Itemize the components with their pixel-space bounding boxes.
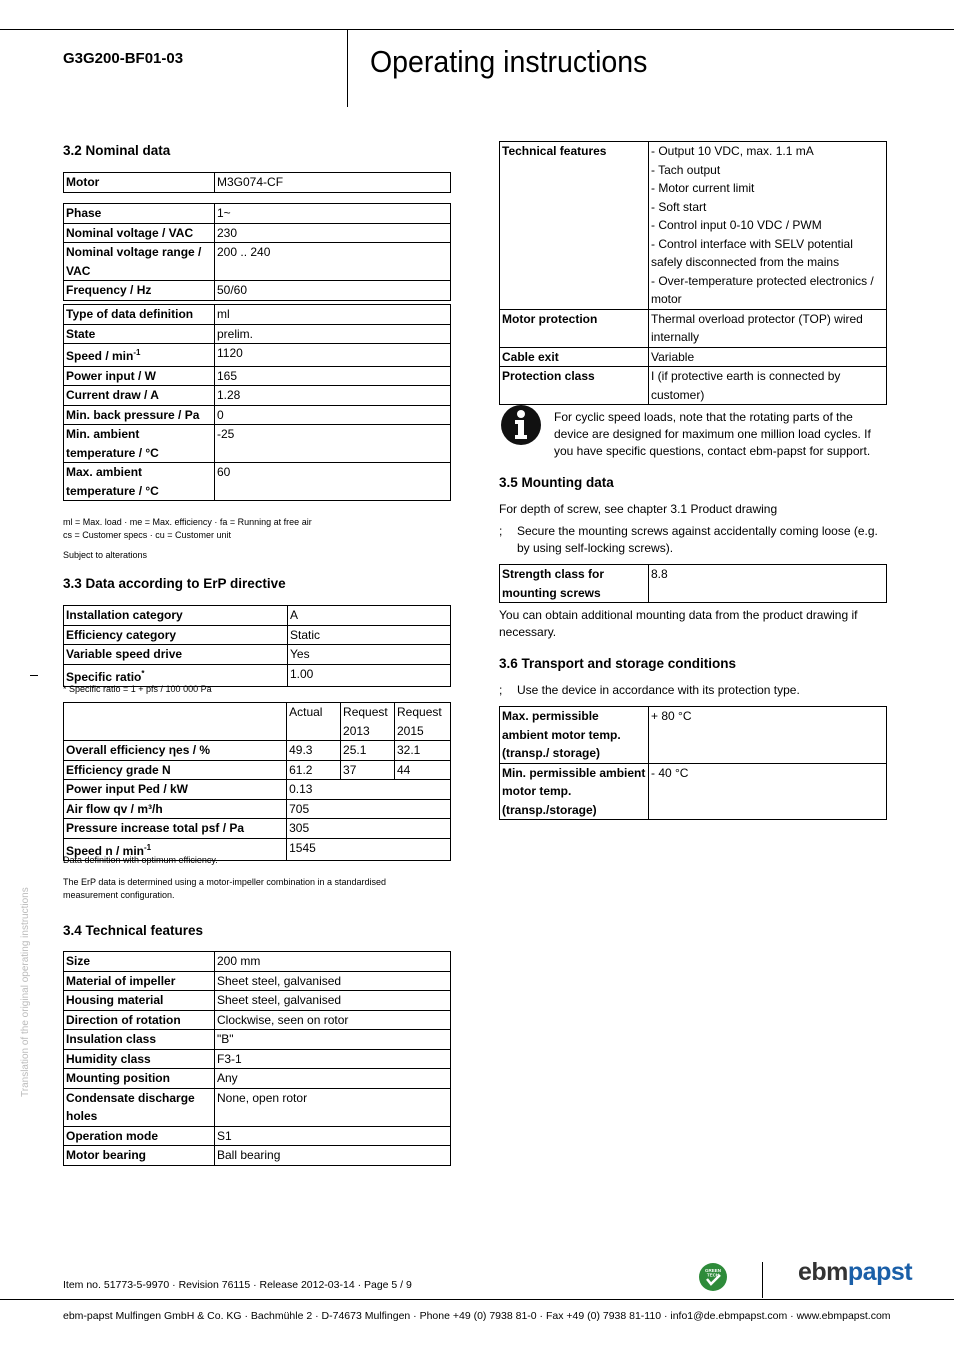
row-label: Max. permissible ambient motor temp. (transp./ storage) — [500, 707, 649, 764]
footer-company: ebm-papst Mulfingen GmbH & Co. KG · Bachmühle 2 · D-74673 Mulfingen · Phone +49 (0) 7938 81-0 · Fax +49 (0) 7938 81-110 · info1@de.ebmpapst.com · www.ebmpapst.com — [63, 1310, 891, 1322]
section-heading-mounting: 3.5 Mounting data — [499, 475, 614, 490]
erp-note-2: The ErP data is determined using a motor-impeller combination in a standardised measurement configuration. — [63, 877, 387, 900]
row-value: -25 — [215, 425, 451, 463]
row-label: Min. permissible ambient motor temp. (transp./storage) — [500, 763, 649, 820]
section-heading-technical: 3.4 Technical features — [63, 923, 204, 938]
row-value: F3-1 — [215, 1049, 451, 1069]
row-label: Operation mode — [64, 1126, 215, 1146]
row-label: Specific ratio* — [64, 664, 288, 687]
table-row — [64, 1146, 451, 1166]
row-label: Motor bearing — [64, 1146, 215, 1166]
footer-divider — [762, 1262, 763, 1298]
row-label: Max. ambient temperature / °C — [64, 463, 215, 501]
green-tech-icon — [698, 1262, 728, 1292]
info-icon — [500, 404, 542, 446]
footer-item-info: Item no. 51773-5-9970 · Revision 76115 · Release 2012-03-14 · Page 5 / 9 — [63, 1279, 412, 1291]
sidebar-note: Translation of the original operating instructions — [20, 887, 31, 1097]
mounting-table — [499, 564, 887, 603]
table-row — [500, 565, 887, 603]
column-header: Request 2013 — [341, 703, 395, 741]
row-label: Current draw / A — [64, 386, 215, 406]
row-value: 37 — [341, 760, 395, 780]
logo-papst: papst — [847, 1258, 913, 1286]
table-row — [64, 1069, 451, 1089]
row-label: Motor — [64, 173, 215, 193]
table-row — [500, 367, 887, 405]
ebmpapst-logo — [798, 1258, 912, 1287]
table-row — [64, 760, 451, 780]
row-value: None, open rotor — [215, 1088, 451, 1126]
section-heading-nominal: 3.2 Nominal data — [63, 143, 171, 158]
row-value: Yes — [288, 645, 451, 665]
table-row — [64, 305, 451, 325]
table-row — [64, 223, 451, 243]
header-rule — [0, 29, 954, 30]
row-value: ml — [215, 305, 451, 325]
row-value: 61.2 — [287, 760, 341, 780]
table-row — [64, 405, 451, 425]
row-label: Size — [64, 952, 215, 972]
table-row — [64, 425, 451, 463]
table-row — [64, 625, 451, 645]
row-label: Mounting position — [64, 1069, 215, 1089]
row-value: Sheet steel, galvanised — [215, 971, 451, 991]
table-row — [64, 991, 451, 1011]
table-row — [64, 281, 451, 301]
row-label: Overall efficiency ηes / % — [64, 741, 287, 761]
row-value: Any — [215, 1069, 451, 1089]
row-value: - 40 °C — [649, 763, 887, 820]
row-value: 0.13 — [287, 780, 451, 800]
row-label: Min. ambient temperature / °C — [64, 425, 215, 463]
row-label: Air flow qv / m³/h — [64, 799, 287, 819]
row-label: Power input / W — [64, 366, 215, 386]
row-value: 230 — [215, 223, 451, 243]
row-label: Pressure increase total psf / Pa — [64, 819, 287, 839]
row-label: Efficiency grade N — [64, 760, 287, 780]
row-value: 25.1 — [341, 741, 395, 761]
row-value: 50/60 — [215, 281, 451, 301]
row-label: Nominal voltage / VAC — [64, 223, 215, 243]
mounting-bullet — [499, 523, 889, 559]
row-value: 60 — [215, 463, 451, 501]
row-value: 200 mm — [215, 952, 451, 972]
row-label: Insulation class — [64, 1030, 215, 1050]
model-number: G3G200-BF01-03 — [63, 50, 184, 67]
table-row — [64, 780, 451, 800]
footer-rule — [0, 1299, 954, 1300]
row-label: Direction of rotation — [64, 1010, 215, 1030]
table-row — [64, 324, 451, 344]
row-value: 0 — [215, 405, 451, 425]
legend-line-2: cs = Customer specs · cu = Customer unit — [63, 530, 232, 540]
row-value: 1.28 — [215, 386, 451, 406]
row-value: 1.00 — [288, 664, 451, 687]
page-title: Operating instructions — [370, 44, 648, 79]
bullet-text: Secure the mounting screws against accidentally coming loose (e.g. by using self-locking screws). — [517, 524, 878, 555]
row-value: 305 — [287, 819, 451, 839]
row-label: Frequency / Hz — [64, 281, 215, 301]
row-value: 1545 — [287, 838, 451, 861]
screw-depth-note: For depth of screw, see chapter 3.1 Product drawing — [499, 502, 778, 516]
row-label: Min. back pressure / Pa — [64, 405, 215, 425]
table-row — [64, 1030, 451, 1050]
row-value: 1~ — [215, 204, 451, 224]
row-label: Type of data definition — [64, 305, 215, 325]
row-value: Variable — [649, 347, 887, 367]
table-row — [64, 952, 451, 972]
row-value: prelim. — [215, 324, 451, 344]
table-row — [64, 366, 451, 386]
transport-table — [499, 706, 887, 820]
row-value: Thermal overload protector (TOP) wired internally — [649, 309, 887, 347]
row-label: Phase — [64, 204, 215, 224]
row-value: 8.8 — [649, 565, 887, 603]
transport-bullet — [499, 682, 889, 700]
row-value: + 80 °C — [649, 707, 887, 764]
row-value: 705 — [287, 799, 451, 819]
erp-note-1: Data definition with optimum efficiency. — [63, 855, 218, 865]
row-label: Material of impeller — [64, 971, 215, 991]
logo-ebm: ebm — [798, 1258, 848, 1286]
table-row — [64, 344, 451, 367]
table-row — [64, 606, 451, 626]
bullet-mark: ; — [499, 524, 503, 538]
table-row — [64, 204, 451, 224]
row-label: Technical features — [500, 142, 649, 310]
table-row — [64, 819, 451, 839]
table-row — [500, 707, 887, 764]
table-row — [64, 243, 451, 281]
table-row — [64, 1126, 451, 1146]
table-row — [64, 971, 451, 991]
bullet-text: Use the device in accordance with its protection type. — [517, 683, 800, 697]
section-heading-erp: 3.3 Data according to ErP directive — [63, 576, 286, 591]
row-label: Humidity class — [64, 1049, 215, 1069]
row-label: Installation category — [64, 606, 288, 626]
header-empty — [64, 703, 287, 741]
svg-text:TECH: TECH — [706, 1272, 720, 1278]
row-label: Speed n / $\min^{-1}$ — [64, 838, 287, 861]
row-label: Protection class — [500, 367, 649, 405]
additional-mounting-note: You can obtain additional mounting data from the product drawing if necessary. — [499, 608, 858, 639]
info-note: For cyclic speed loads, note that the rotating parts of the device are designed for maximum one million load cycles. If you have specific questions, contact ebm-papst for support. — [554, 410, 871, 458]
table-row — [500, 309, 887, 347]
row-label: Variable speed drive — [64, 645, 288, 665]
specific-ratio-footnote: * Specific ratio = 1 + pfs / 100 000 Pa — [63, 684, 212, 694]
row-label: State — [64, 324, 215, 344]
row-value: 1120 — [215, 344, 451, 367]
row-label: Nominal voltage range / VAC — [64, 243, 215, 281]
row-value: 49.3 — [287, 741, 341, 761]
technical-table — [63, 951, 451, 1166]
erp-category-table — [63, 605, 451, 687]
column-header: Request 2015 — [395, 703, 451, 741]
svg-text:GREEN: GREEN — [704, 1268, 722, 1273]
row-label: Condensate discharge holes — [64, 1088, 215, 1126]
table-row — [64, 741, 451, 761]
row-label: Efficiency category — [64, 625, 288, 645]
table-row — [64, 1088, 451, 1126]
table-row — [64, 1049, 451, 1069]
row-value: A — [288, 606, 451, 626]
row-value: Clockwise, seen on rotor — [215, 1010, 451, 1030]
row-value: M3G074-CF — [215, 173, 451, 193]
legend-line-1: ml = Max. load · me = Max. efficiency · fa = Running at free air — [63, 517, 312, 527]
margin-tick — [30, 675, 38, 676]
row-value: 200 .. 240 — [215, 243, 451, 281]
technical-features-table — [499, 141, 887, 405]
row-label: Strength class for mounting screws — [500, 565, 649, 603]
row-value: - Output 10 VDC, max. 1.1 mA - Tach output - Motor current limit - Soft start - Control input 0-10 VDC / PWM - Control interface with SELV potential safely disconnected from the mains - Over-temperature protected electronics / motor — [649, 142, 887, 310]
section-heading-transport: 3.6 Transport and storage conditions — [499, 656, 737, 671]
row-value: 165 — [215, 366, 451, 386]
table-row — [500, 347, 887, 367]
row-value: Sheet steel, galvanised — [215, 991, 451, 1011]
table-row — [500, 142, 887, 310]
header-divider — [347, 29, 348, 107]
row-value: 44 — [395, 760, 451, 780]
row-value: Static — [288, 625, 451, 645]
row-value: 32.1 — [395, 741, 451, 761]
table-row — [64, 463, 451, 501]
motor-table — [63, 172, 451, 193]
table-row — [64, 799, 451, 819]
table-row — [64, 386, 451, 406]
row-label: Power input Ped / kW — [64, 780, 287, 800]
table-header-row — [64, 703, 451, 741]
erp-efficiency-table — [63, 702, 451, 861]
table-row — [500, 763, 887, 820]
row-value: I (if protective earth is connected by customer) — [649, 367, 887, 405]
bullet-mark: ; — [499, 683, 503, 697]
row-label: Speed / $\min^{-1}$ — [64, 344, 215, 367]
column-header: Actual — [287, 703, 341, 741]
data-table — [63, 304, 451, 501]
row-value: "B" — [215, 1030, 451, 1050]
table-row — [64, 1010, 451, 1030]
row-label: Motor protection — [500, 309, 649, 347]
row-value: S1 — [215, 1126, 451, 1146]
table-row — [64, 173, 451, 193]
table-row — [64, 645, 451, 665]
alterations-note: Subject to alterations — [63, 550, 148, 560]
electrical-table — [63, 203, 451, 301]
row-value: Ball bearing — [215, 1146, 451, 1166]
row-label: Cable exit — [500, 347, 649, 367]
row-label: Housing material — [64, 991, 215, 1011]
